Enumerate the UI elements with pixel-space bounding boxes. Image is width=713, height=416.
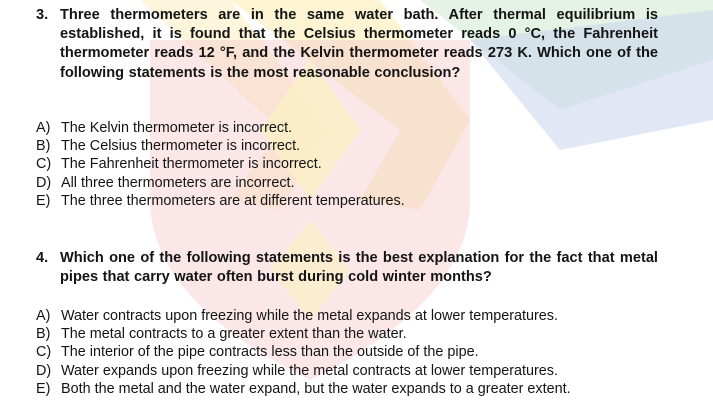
question-3-options [36,119,676,210]
question-text: Which one of the following statements is the best explanation for the fact that metal pipes that carry water often burst during cold winter months? [60,250,658,286]
option-e [36,380,676,398]
option-letter: C) [36,156,52,173]
question-4-options [36,307,676,398]
option-d [36,362,676,380]
question-4 [36,249,658,287]
option-text: The metal contracts to a greater extent than the water. [61,326,407,343]
option-text: The interior of the pipe contracts less than the outside of the pipe. [61,344,479,361]
question-number: 3. [36,7,49,23]
option-letter: B) [36,326,51,343]
option-letter: E) [36,380,51,397]
option-b [36,325,676,343]
question-4-stem [36,249,658,287]
option-text: All three thermometers are incorrect. [61,174,295,191]
question-3-stem [36,6,658,83]
option-letter: D) [36,362,52,379]
option-text: Both the metal and the water expand, but the water expands to a greater extent. [61,380,571,397]
option-text: The Fahrenheit thermometer is incorrect. [61,156,322,173]
option-letter: E) [36,192,51,209]
option-d [36,174,676,192]
option-letter: B) [36,138,51,155]
option-a [36,307,676,325]
option-letter: D) [36,174,52,191]
question-text: Three thermometers are in the same water bath. After thermal equilibrium is established, it is found that the Celsius thermometer reads 0 °C, the Fahrenheit thermometer reads 12 °F, and the Kelvin thermometer reads 273 K. Which one of the following statements is the most reasonable conclusion? [60,7,658,81]
option-e [36,192,676,210]
option-letter: A) [36,308,51,324]
option-text: The Kelvin thermometer is incorrect. [61,120,293,136]
option-text: Water expands upon freezing while the metal contracts at lower temperatures. [61,362,558,379]
option-b [36,137,676,155]
option-text: Water contracts upon freezing while the metal expands at lower temperatures. [61,308,558,324]
option-c [36,343,676,361]
question-number: 4. [36,250,49,266]
option-text: The Celsius thermometer is incorrect. [61,138,301,155]
option-c [36,155,676,173]
option-letter: A) [36,120,51,136]
option-text: The three thermometers are at different temperatures. [61,192,405,209]
option-a [36,119,676,137]
question-3 [36,6,658,83]
option-letter: C) [36,344,52,361]
